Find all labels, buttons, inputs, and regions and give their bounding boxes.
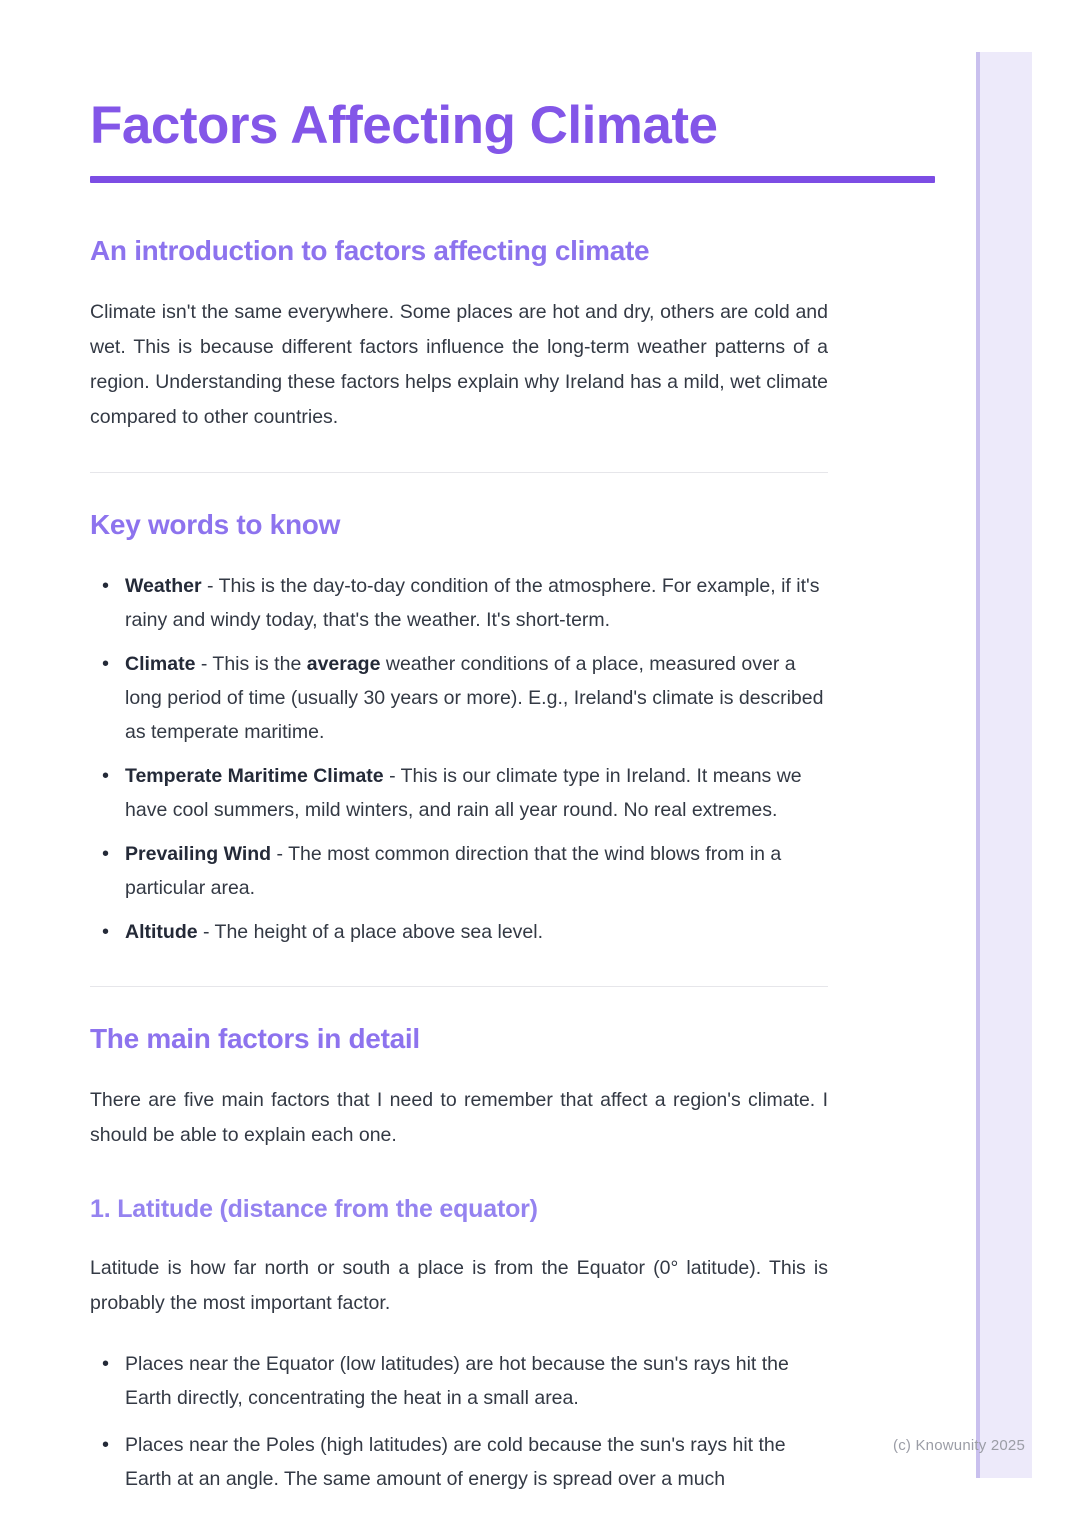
definition-temperate-maritime: - This is our climate type in Ireland. It means we have cool summers, mild winters, and rain all year round. No real extremes. — [125, 765, 802, 821]
intro-heading: An introduction to factors affecting climate — [90, 235, 650, 266]
main-factors-paragraph: There are five main factors that I need to remember that affect a region's climate. I should be able to explain each one. — [90, 1089, 828, 1146]
term-average: average — [306, 653, 381, 675]
latitude-subheading: 1. Latitude (distance from the equator) — [90, 1195, 538, 1223]
section-divider — [90, 986, 828, 987]
definition-climate-a: - This is the — [195, 653, 307, 675]
list-item-temperate-maritime — [90, 759, 828, 827]
term-prevailing-wind: Prevailing Wind — [125, 843, 272, 865]
section-main-factors — [90, 1023, 828, 1496]
title-underline-rule — [90, 176, 935, 183]
list-item-weather — [90, 569, 828, 637]
definition-prevailing-wind: - The most common direction that the wind blows from in a particular area. — [125, 843, 782, 899]
term-temperate-maritime: Temperate Maritime Climate — [125, 765, 384, 787]
definition-weather: - This is the day-to-day condition of the atmosphere. For example, if it's rainy and windy today, that's the weather. It's short-term. — [125, 575, 820, 631]
list-item-equator: • Places near the Equator (low latitudes) are hot because the sun's rays hit the Earth directly, concentrating the heat in a small area. — [90, 1347, 828, 1415]
page-margin-strip — [976, 52, 1032, 1478]
latitude-paragraph: Latitude is how far north or south a place is from the Equator (0° latitude). This is probably the most important factor. — [90, 1257, 828, 1314]
definition-climate-b: weather conditions of a place, measured over a long period of time (usually 30 years or more). E.g., Ireland's climate is described as temperate maritime. — [125, 653, 824, 743]
keywords-heading: Key words to know — [90, 509, 341, 540]
list-item-climate — [90, 647, 828, 749]
list-item-altitude — [90, 915, 828, 949]
term-altitude: Altitude — [125, 921, 198, 943]
latitude-list — [90, 1347, 828, 1496]
section-divider — [90, 472, 828, 473]
watermark: (c) Knowunity 2025 — [893, 1437, 1026, 1454]
main-factors-heading: The main factors in detail — [90, 1023, 420, 1054]
term-climate: Climate — [125, 653, 196, 675]
term-weather: Weather — [125, 575, 202, 597]
page-title: Factors Affecting Climate — [90, 96, 718, 155]
list-item-prevailing-wind — [90, 837, 828, 905]
section-keywords — [90, 509, 828, 949]
intro-paragraph: Climate isn't the same everywhere. Some places are hot and dry, others are cold and wet. This is because different factors influence the long-term weather patterns of a region. Understanding these factors helps explain why Ireland has a mild, wet climate compared to other countries. — [90, 301, 828, 428]
document-content — [90, 0, 828, 1496]
definition-altitude: - The height of a place above sea level. — [197, 921, 544, 943]
list-item-poles: • Places near the Poles (high latitudes) are cold because the sun's rays hit the Earth at an angle. The same amount of energy is spread over a much — [90, 1428, 828, 1496]
section-introduction — [90, 235, 828, 435]
keywords-list — [90, 569, 828, 949]
